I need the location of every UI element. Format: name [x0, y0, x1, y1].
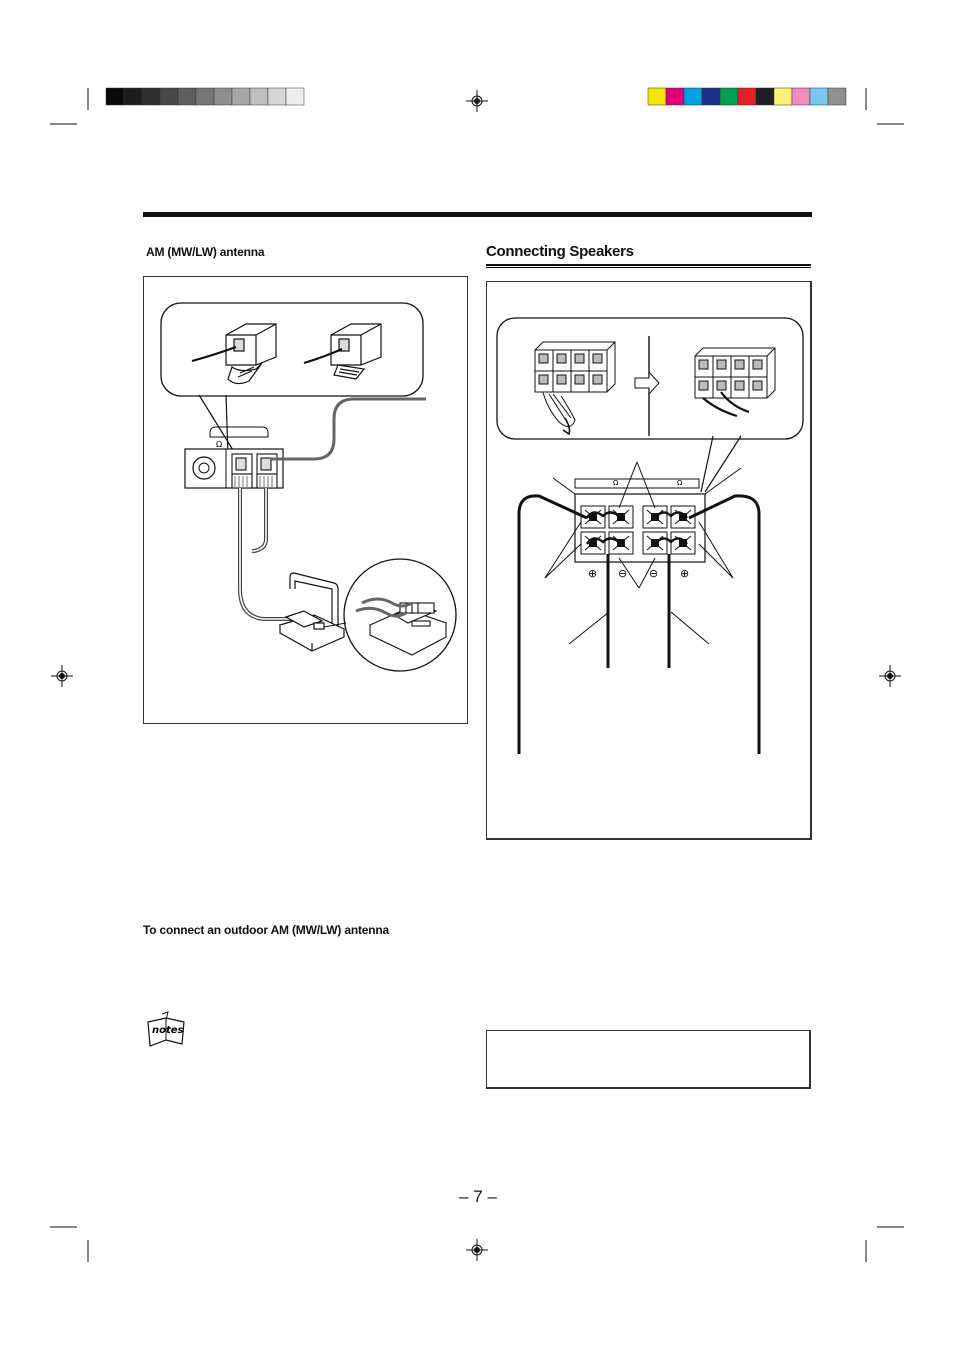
- calibration-swatch: [774, 88, 792, 105]
- ohm-symbol-right: Ω: [677, 479, 683, 487]
- calibration-swatch: [684, 88, 702, 105]
- speaker-connection-illustration: [487, 282, 810, 838]
- am-antenna-illustration: [144, 277, 467, 723]
- section-rule: [486, 264, 811, 268]
- calibration-swatch: [828, 88, 846, 105]
- minus-symbol-2: ⊖: [649, 567, 659, 580]
- notes-label: notes: [152, 1025, 184, 1036]
- calibration-swatch: [124, 88, 142, 105]
- ohm-symbol: Ω: [216, 440, 223, 449]
- calibration-swatch: [648, 88, 666, 105]
- speaker-connection-figure: [486, 281, 812, 840]
- calibration-swatch: [738, 88, 756, 105]
- connecting-speakers-heading: Connecting Speakers: [486, 243, 634, 260]
- calibration-swatch: [702, 88, 720, 105]
- calibration-swatch: [720, 88, 738, 105]
- outdoor-antenna-heading: To connect an outdoor AM (MW/LW) antenna: [143, 923, 389, 937]
- calibration-swatch: [196, 88, 214, 105]
- grayscale-calibration-bar: [106, 88, 304, 105]
- page-number: – 7 –: [459, 1187, 497, 1206]
- speaker-notes-box: [486, 1030, 811, 1089]
- calibration-swatch: [268, 88, 286, 105]
- notes-icon: [144, 1010, 188, 1050]
- ohm-symbol-left: Ω: [613, 479, 619, 487]
- am-antenna-heading: AM (MW/LW) antenna: [146, 245, 265, 259]
- plus-symbol-1: ⊕: [588, 567, 598, 580]
- top-rule: [143, 212, 812, 217]
- calibration-swatch: [792, 88, 810, 105]
- plus-symbol-2: ⊕: [680, 567, 690, 580]
- calibration-swatch: [250, 88, 268, 105]
- color-calibration-bar: [648, 88, 846, 105]
- am-antenna-figure: [143, 276, 468, 724]
- minus-symbol-1: ⊖: [618, 567, 628, 580]
- calibration-swatch: [142, 88, 160, 105]
- calibration-swatch: [810, 88, 828, 105]
- calibration-swatch: [106, 88, 124, 105]
- calibration-swatch: [232, 88, 250, 105]
- calibration-swatch: [178, 88, 196, 105]
- calibration-swatch: [666, 88, 684, 105]
- calibration-swatch: [160, 88, 178, 105]
- calibration-swatch: [286, 88, 304, 105]
- calibration-swatch: [756, 88, 774, 105]
- calibration-swatch: [214, 88, 232, 105]
